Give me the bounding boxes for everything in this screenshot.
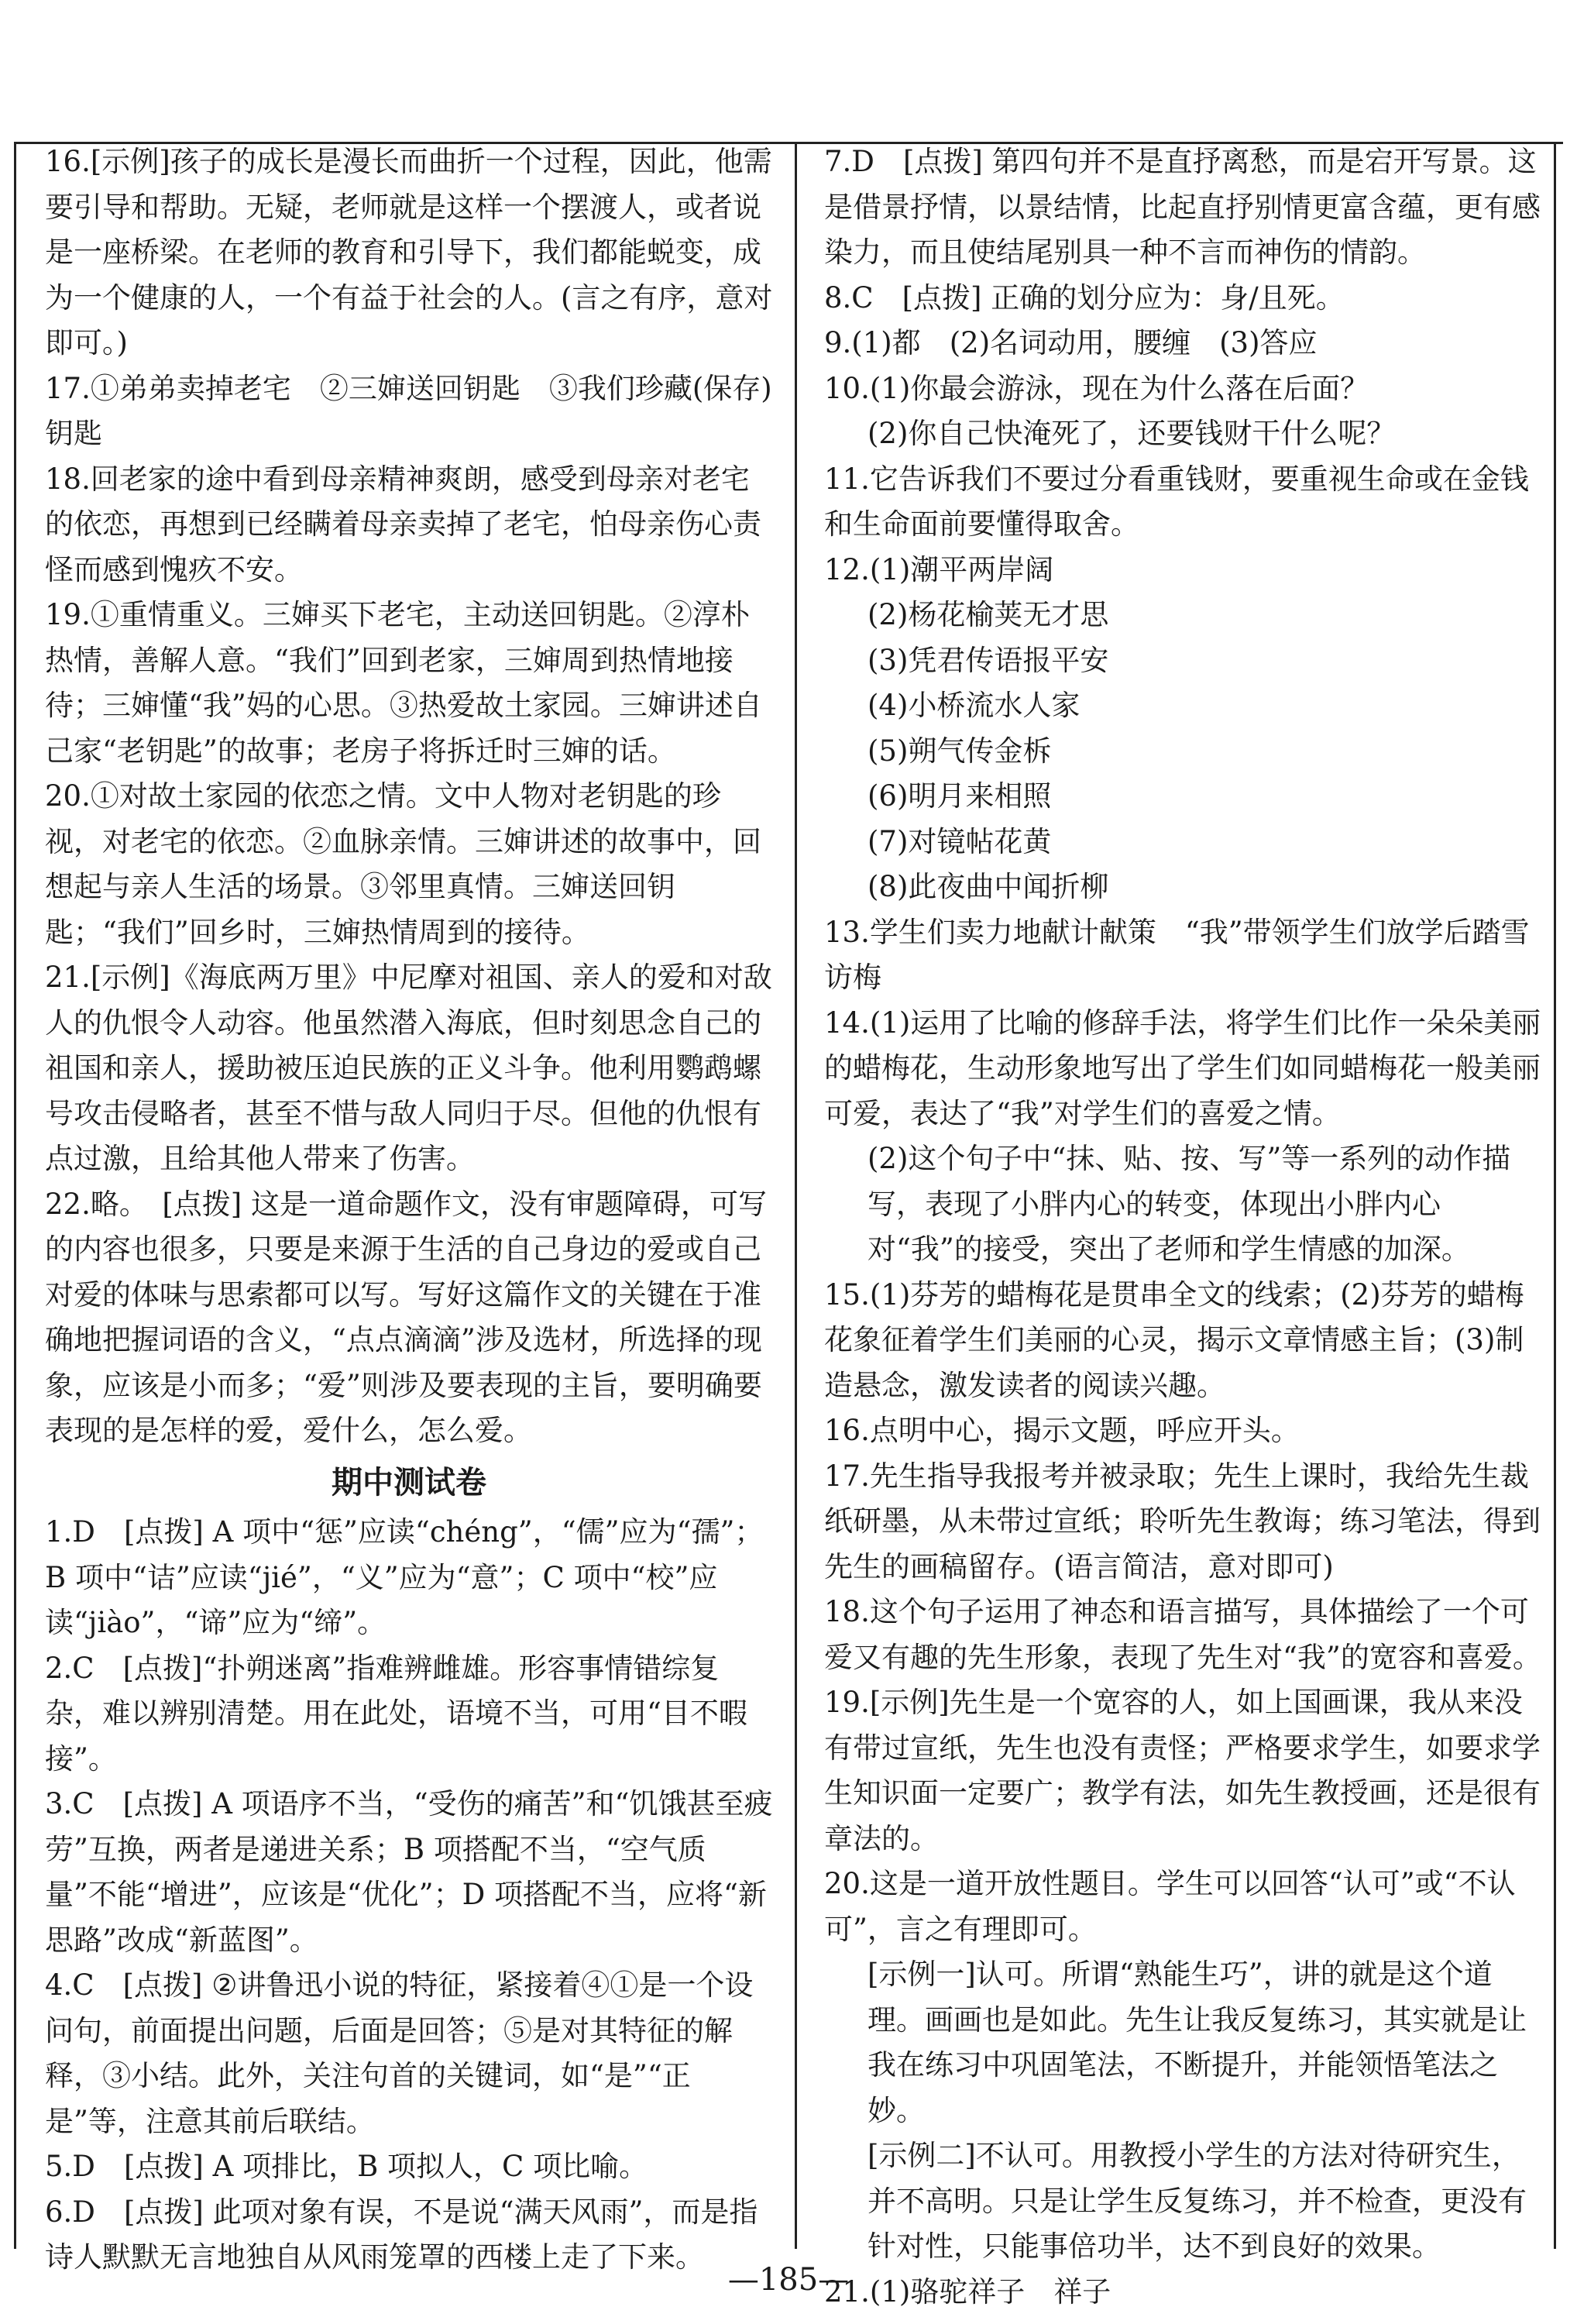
answer-paragraph: (2)杨花榆荚无才思 [868,598,1109,631]
answer-paragraph: 21.[示例]《海底两万里》中尼摩对祖国、亲人的爱和对敌人的仇恨令人动容。他虽然潜入海底，但时刻思念自己的祖国和亲人，援助被压迫民族的正义斗争。他利用鹦鹉螺号攻击侵略者，甚至不惜与敌人同归于尽。但他的仇恨有点过激，且给其他人带来了伤害。 [45,961,772,1175]
answer-paragraph: 4.C [点拨] ②讲鲁迅小说的特征，紧接着④①是一个设问句，前面提出问题，后面是回答；⑤是对其特征的解释，③小结。此外，关注句首的关键词，如“是”“正是”等，注意其前后联结。 [45,1968,754,2138]
answer-paragraph: (6)明月来相照 [868,779,1052,813]
left-column [45,139,773,2281]
section-heading: 期中测试卷 [332,1464,486,1501]
right-column [824,139,1544,2315]
answer-paragraph: 19.[示例]先生是一个宽容的人，如上国画课，我从来没有带过宣纸，先生也没有责怪；严格要求学生，如要求学生知识面一定要广；教学有法，如先生教授画，还是很有章法的。 [824,1686,1541,1855]
answer-paragraph: (4)小桥流水人家 [868,689,1081,722]
answer-paragraph: (2)你自己快淹死了，还要钱财干什么呢？ [868,417,1396,450]
answer-paragraph: (5)朔气传金柝 [868,734,1052,768]
answer-paragraph: [示例二]不认可。用教授小学生的方法对待研究生，并不高明。只是让学生反复练习，并不检查，更没有针对性，只能事倍功半，达不到良好的效果。 [868,2139,1527,2263]
answer-paragraph: 13.学生们卖力地献计献策 “我”带领学生们放学后踏雪访梅 [824,915,1530,994]
answer-paragraph: (2)这个句子中“抹、贴、按、写”等一系列的动作描写，表现了小胖内心的转变，体现出小胖内心对“我”的接受，突出了老师和学生情感的加深。 [868,1142,1511,1266]
answer-paragraph: 6.D [点拨] 此项对象有误，不是说“满天风雨”，而是指诗人默默无言地独自从风雨笼罩的西楼上走了下来。 [45,2195,758,2274]
answer-paragraph: 21.(1)骆驼祥子 祥子 [824,2274,1111,2309]
answer-paragraph: 20.这是一道开放性题目。学生可以回答“认可”或“不认可”，言之有理即可。 [824,1867,1516,1946]
answer-paragraph: 12.(1)潮平两岸阔 [824,552,1054,586]
answer-paragraph: (8)此夜曲中闻折柳 [868,870,1109,903]
answer-paragraph: 7.D [点拨] 第四句并不是直抒离愁，而是宕开写景。这是借景抒情，以景结情，比起直抒别情更富含蕴，更有感染力，而且使结尾别具一种不言而神伤的情韵。 [824,145,1541,269]
answer-paragraph: 9.(1)都 (2)名词动用，腰缠 (3)答应 [824,326,1318,359]
answer-paragraph: 16.[示例]孩子的成长是漫长而曲折一个过程，因此，他需要引导和帮助。无疑，老师就是这样一个摆渡人，或者说是一座桥梁。在老师的教育和引导下，我们都能蜕变，成为一个健康的人，一个有益于社会的人。(言之有序，意对即可。) [45,145,773,359]
answer-paragraph: 18.这个句子运用了神态和语言描写，具体描绘了一个可爱又有趣的先生形象，表现了先生对“我”的宽容和喜爱。 [824,1595,1541,1674]
answer-paragraph: 8.C [点拨] 正确的划分应为：身/且死。 [824,280,1345,315]
answer-paragraph: 22.略。 [点拨] 这是一道命题作文，没有审题障碍，可写的内容也很多，只要是来源于生活的自己身边的爱或自己对爱的体味与思索都可以写。写好这篇作文的关键在于准确地把握词语的含义，“点点滴滴”涉及选材，所选择的现象，应该是小而多；“爱”则涉及要表现的主旨，要明确要表现的是怎样的爱，爱什么，怎么爱。 [45,1187,767,1447]
answer-paragraph: [示例一]认可。所谓“熟能生巧”，讲的就是这个道理。画画也是如此。先生让我反复练习，其实就是让我在练习中巩固笔法，不断提升，并能领悟笔法之妙。 [868,1958,1527,2127]
answer-paragraph: 18.回老家的途中看到母亲精神爽朗，感受到母亲对老宅的依恋，再想到已经瞒着母亲卖掉了老宅，怕母亲伤心责怪而感到愧疚不安。 [45,462,761,586]
answer-paragraph: 1.D [点拨] A 项中“惩”应读“chéng”，“儒”应为“孺”；B 项中“诘”应读“jié”，“义”应为“意”；C 项中“校”应读“jiào”，“谛”应为“缔”。 [45,1515,764,1639]
answer-paragraph: (7)对镜帖花黄 [868,824,1052,858]
answer-paragraph: 15.(1)芬芳的蜡梅花是贯串全文的线索；(2)芬芳的蜡梅花象征着学生们美丽的心灵，揭示文章情感主旨；(3)制造悬念，激发读者的阅读兴趣。 [824,1277,1524,1402]
left-rule [14,142,16,2249]
right-rule [1554,142,1556,2249]
answer-paragraph: 20.①对故土家园的依恋之情。文中人物对老钥匙的珍视，对老宅的依恋。②血脉亲情。三婶讲述的故事中，回想起与亲人生活的场景。③邻里真情。三婶送回钥匙；“我们”回乡时，三婶热情周到的接待。 [45,779,761,949]
column-divider [795,142,797,2249]
answer-paragraph: 17.①弟弟卖掉老宅 ②三婶送回钥匙 ③我们珍藏(保存)钥匙 [45,371,772,450]
answer-paragraph: 10.(1)你最会游泳，现在为什么落在后面？ [824,371,1369,405]
answer-paragraph: 5.D [点拨] A 项排比，B 项拟人，C 项比喻。 [45,2150,648,2183]
answer-paragraph: 2.C [点拨]“扑朔迷离”指难辨雌雄。形容事情错综复杂，难以辨别清楚。用在此处，语境不当，可用“目不暇接”。 [45,1651,747,1776]
answer-paragraph: 19.①重情重义。三婶买下老宅，主动送回钥匙。②淳朴热情，善解人意。“我们”回到老家，三婶周到热情地接待；三婶懂“我”妈的心思。③热爱故土家园。三婶讲述自己家“老钥匙”的故事；老房子将拆迁时三婶的话。 [45,598,762,768]
answer-paragraph: 17.先生指导我报考并被录取；先生上课时，我给先生裁纸研墨，从未带过宣纸；聆听先生教诲；练习笔法，得到先生的画稿留存。(语言简洁，意对即可) [824,1459,1541,1583]
answer-paragraph: 3.C [点拨] A 项语序不当，“受伤的痛苦”和“饥饿甚至疲劳”互换，两者是递进关系；B 项搭配不当，“空气质量”不能“增进”，应该是“优化”；D 项搭配不当，应将“新思路”改成“新蓝图”。 [45,1787,773,1957]
answer-paragraph: 11.它告诉我们不要过分看重钱财，要重视生命或在金钱和生命面前要懂得取舍。 [824,462,1529,541]
answer-paragraph: (3)凭君传语报平安 [868,643,1109,677]
answer-paragraph: 16.点明中心，揭示文题，呼应开头。 [824,1414,1300,1447]
page-number: —185— [727,2262,850,2298]
answer-paragraph: 14.(1)运用了比喻的修辞手法，将学生们比作一朵朵美丽的蜡梅花，生动形象地写出了学生们如同蜡梅花一般美丽可爱，表达了“我”对学生们的喜爱之情。 [824,1006,1541,1130]
